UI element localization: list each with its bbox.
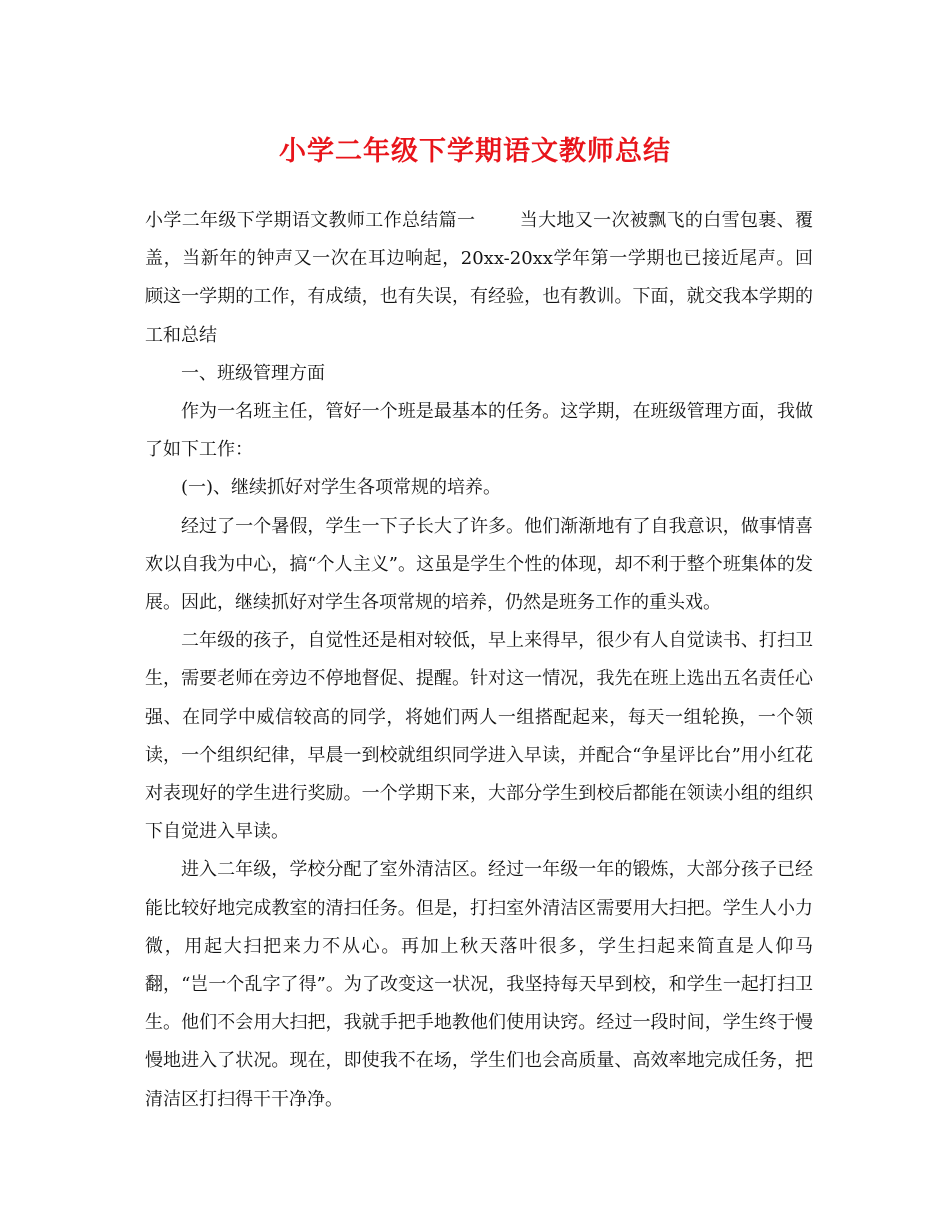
paragraph-1: 作为一名班主任，管好一个班是最基本的任务。这学期，在班级管理方面，我做了如下工作：: [145, 401, 813, 461]
intro-text: 当大地又一次被飘飞的白雪包裹、覆盖，当新年的钟声又一次在耳边响起，20xx-20xx学年第一学期也已接近尾声。回顾这一学期的工作，有成绩，也有失误，有经验，也有教训。下面，就交我本学期的工和总结: [145, 210, 814, 346]
paragraph-3: 二年级的孩子，自觉性还是相对较低，早上来得早，很少有人自觉读书、打扫卫生，需要老师在旁边不停地督促、提醒。针对这一情况，我先在班上选出五名责任心强、在同学中威信较高的同学，将她们两人一组搭配起来，每天一组轮换，一个领读，一个组织纪律，早晨一到校就组织同学进入早读，并配合“争星评比台”用小红花对表现好的学生进行奖励。一个学期下来，大部分学生到校后都能在领读小组的组织下自觉进入早读。: [145, 630, 813, 843]
section-heading: 一、班级管理方面: [181, 362, 325, 384]
subheading-1: (一)、继续抓好对学生各项常规的培养。: [181, 477, 502, 499]
document-title: 小学二年级下学期语文教师总结: [279, 136, 671, 167]
intro-paragraph: [145, 202, 813, 355]
document-body: [145, 202, 813, 1119]
paragraph-2: 经过了一个暑假，学生一下子长大了许多。他们渐渐地有了自我意识，做事情喜欢以自我为中心，搞“个人主义”。这虽是学生个性的体现，却不利于整个班集体的发展。因此，继续抓好对学生各项常规的培养，仍然是班务工作的重头戏。: [145, 515, 813, 614]
intro-heading: 小学二年级下学期语文教师工作总结篇一: [145, 210, 476, 231]
paragraph-4: 进入二年级，学校分配了室外清洁区。经过一年级一年的锻炼，大部分孩子已经能比较好地完成教室的清扫任务。但是，打扫室外清洁区需要用大扫把。学生人小力微，用起大扫把来力不从心。再加上秋天落叶很多，学生扫起来简直是人仰马翻，“岂一个乱字了得”。为了改变这一状况，我坚持每天早到校，和学生一起打扫卫生。他们不会用大扫把，我就手把手地教他们使用诀窍。经过一段时间，学生终于慢慢地进入了状况。现在，即使我不在场，学生们也会高质量、高效率地完成任务，把清洁区打扫得干干净净。: [145, 859, 813, 1110]
